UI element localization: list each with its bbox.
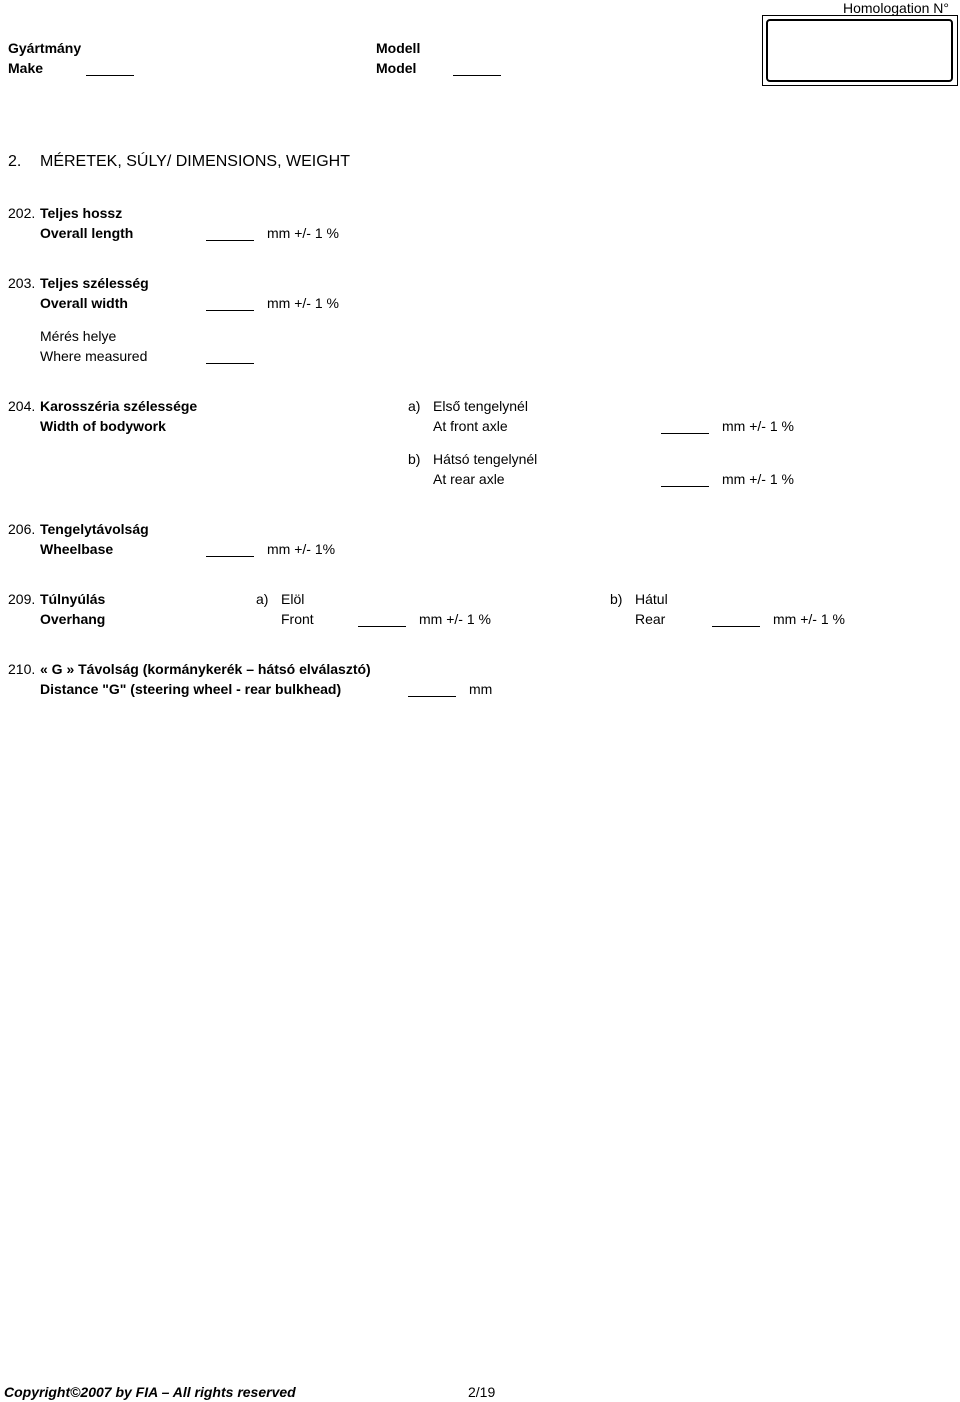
item-209a-input-line[interactable] <box>358 626 406 627</box>
section-number: 2. <box>8 153 22 170</box>
item-204b-label-hu: Hátsó tengelynél <box>433 451 538 467</box>
homologation-label: Homologation N° <box>843 0 949 16</box>
item-209b-letter: b) <box>610 591 623 607</box>
make-label-en: Make <box>8 60 44 76</box>
item-209a-label-en: Front <box>281 611 314 627</box>
item-202-input-line[interactable] <box>206 240 254 241</box>
item-210-label-en: Distance "G" (steering wheel - rear bulkhead) <box>40 681 342 697</box>
item-210-input-line[interactable] <box>408 696 456 697</box>
item-202-label-hu: Teljes hossz <box>40 205 123 221</box>
footer-page-number: 2/19 <box>468 1384 496 1400</box>
item-203-label-en: Overall width <box>40 295 128 311</box>
item-203-measured-input-line[interactable] <box>206 363 254 364</box>
item-203-label-hu: Teljes szélesség <box>40 275 149 291</box>
item-204a-unit: mm +/- 1 % <box>722 418 794 434</box>
item-209a-unit: mm +/- 1 % <box>419 611 491 627</box>
make-input-line[interactable] <box>86 75 134 76</box>
item-204-label-hu: Karosszéria szélessége <box>40 398 198 414</box>
model-label-hu: Modell <box>376 40 421 56</box>
item-204b-letter: b) <box>408 451 421 467</box>
item-209b-label-hu: Hátul <box>635 591 668 607</box>
footer-copyright: Copyright©2007 by FIA – All rights reserved <box>4 1384 296 1400</box>
homologation-number-box-inner <box>766 19 953 82</box>
item-203-number: 203. <box>8 275 36 291</box>
item-210-label-hu: « G » Távolság (kormánykerék – hátsó elválasztó) <box>40 661 371 677</box>
item-202-label-en: Overall length <box>40 225 134 241</box>
model-label-en: Model <box>376 60 417 76</box>
item-204-number: 204. <box>8 398 36 414</box>
item-206-input-line[interactable] <box>206 556 254 557</box>
item-204a-label-hu: Első tengelynél <box>433 398 528 414</box>
item-210-unit: mm <box>469 681 493 697</box>
item-203-input-line[interactable] <box>206 310 254 311</box>
item-204a-input-line[interactable] <box>661 433 709 434</box>
item-209-label-en: Overhang <box>40 611 106 627</box>
item-209a-label-hu: Elöl <box>281 591 305 607</box>
item-209b-input-line[interactable] <box>712 626 760 627</box>
item-210-number: 210. <box>8 661 36 677</box>
item-203-measured-en: Where measured <box>40 348 148 364</box>
item-209-label-hu: Túlnyúlás <box>40 591 106 607</box>
item-203-measured-hu: Mérés helye <box>40 328 117 344</box>
section-title: MÉRETEK, SÚLY/ DIMENSIONS, WEIGHT <box>40 153 350 170</box>
item-204a-label-en: At front axle <box>433 418 508 434</box>
item-209a-letter: a) <box>256 591 269 607</box>
item-206-label-hu: Tengelytávolság <box>40 521 149 537</box>
item-204b-unit: mm +/- 1 % <box>722 471 794 487</box>
item-202-number: 202. <box>8 205 36 221</box>
item-204a-letter: a) <box>408 398 421 414</box>
item-206-unit: mm +/- 1% <box>267 541 336 557</box>
item-209b-label-en: Rear <box>635 611 666 627</box>
item-206-number: 206. <box>8 521 36 537</box>
item-206-label-en: Wheelbase <box>40 541 114 557</box>
item-204-label-en: Width of bodywork <box>40 418 166 434</box>
item-204b-label-en: At rear axle <box>433 471 505 487</box>
item-209-number: 209. <box>8 591 36 607</box>
item-204b-input-line[interactable] <box>661 486 709 487</box>
item-209b-unit: mm +/- 1 % <box>773 611 845 627</box>
item-203-unit: mm +/- 1 % <box>267 295 339 311</box>
model-input-line[interactable] <box>453 75 501 76</box>
make-label-hu: Gyártmány <box>8 40 82 56</box>
item-202-unit: mm +/- 1 % <box>267 225 339 241</box>
